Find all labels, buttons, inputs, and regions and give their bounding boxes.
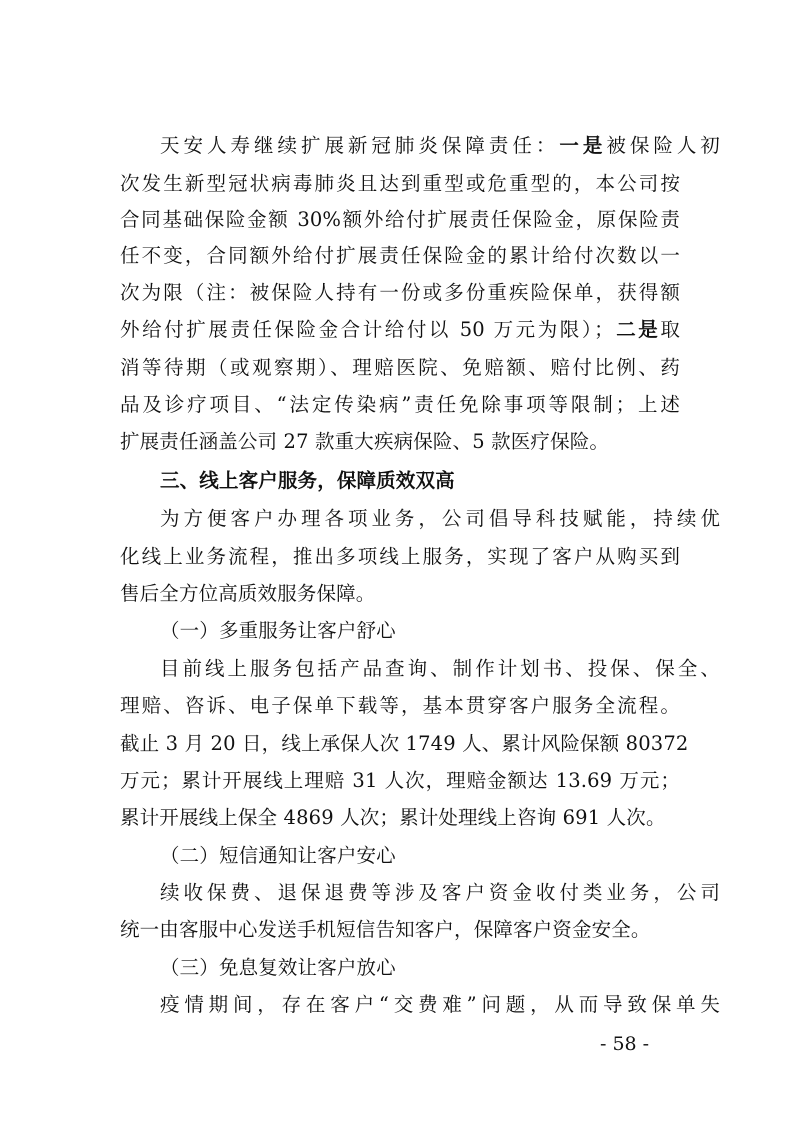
paragraph-line: 次发生新型冠状病毒肺炎且达到重型或危重型的，本公司按 [120,172,680,195]
text-segment: 外给付扩展责任保险金合计给付以 50 万元为限）； [120,318,614,341]
paragraph-line: 理赔、咨诉、电子保单下载等，基本贯穿客户服务全流程。 [120,694,680,717]
paragraph-line: 化线上业务流程，推出多项线上服务，实现了客户从购买到 [120,545,680,568]
text-segment: 取 [660,318,680,341]
subsection-heading: （二）短信通知让客户安心 [160,844,396,867]
subsection-heading: （三）免息复效让客户放心 [160,956,396,979]
paragraph-line: 万元；累计开展线上理赔 31 人次，理赔金额达 13.69 万元； [120,769,680,792]
paragraph-line [120,318,680,342]
paragraph-line: 消等待期（或观察期）、理赔医院、免赔额、赔付比例、药 [120,356,680,379]
emphasis-text: 一是 [559,134,607,157]
paragraph-line: 目前线上服务包括产品查询、制作计划书、投保、保全、 [160,657,720,680]
section-heading: 三、线上客户服务，保障质效双高 [160,469,455,492]
text-segment: 被保险人初 [606,134,720,157]
paragraph-line: 为方便客户办理各项业务，公司倡导科技赋能，持续优 [160,507,720,530]
paragraph-line: 扩展责任涵盖公司 27 款重大疾病保险、5 款医疗保险。 [120,430,610,453]
page-number: - 58 - [600,1033,650,1055]
paragraph-line: 疫情期间，存在客户“交费难”问题，从而导致保单失 [160,993,720,1016]
text-segment: 天安人寿继续扩展新冠肺炎保障责任： [160,134,560,157]
paragraph-line [160,134,720,158]
paragraph-line: 累计开展线上保全 4869 人次；累计处理线上咨询 691 人次。 [120,806,666,829]
paragraph-line: 售后全方位高质效服务保障。 [120,582,376,605]
paragraph-line: 任不变，合同额外给付扩展责任保险金的累计给付次数以一 [120,244,680,267]
paragraph-line: 续收保费、退保退费等涉及客户资金收付类业务，公司 [160,881,720,904]
emphasis-text: 二是 [613,318,661,341]
paragraph-line: 截止 3 月 20 日，线上承保人次 1749 人、累计风险保额 80372 [120,732,689,755]
paragraph-line: 品及诊疗项目、“法定传染病”责任免除事项等限制；上述 [120,393,680,416]
paragraph-line: 次为限（注：被保险人持有一份或多份重疾险保单，获得额 [120,281,680,304]
paragraph-line: 合同基础保险金额 30%额外给付扩展责任保险金，原保险责 [120,208,680,231]
paragraph-line: 统一由客服中心发送手机短信告知客户，保障客户资金安全。 [120,918,651,941]
subsection-heading: （一）多重服务让客户舒心 [160,619,396,642]
